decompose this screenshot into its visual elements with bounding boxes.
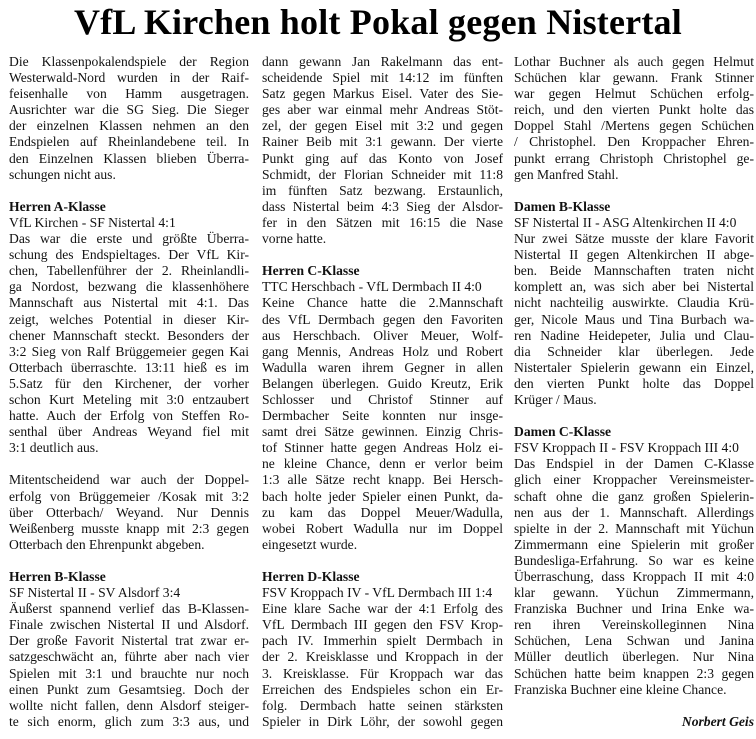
text-line: Überraschung, dass Kroppach II mit 4:0 bbox=[514, 569, 754, 584]
text-line: ren ihren Vereinskolleginnen Nina bbox=[514, 617, 754, 633]
text-line: Doppel Stahl /Mertens gegen Schüchen bbox=[514, 118, 754, 134]
text-line: ger, Nicole Maus und Tina Burbach wa- bbox=[514, 311, 754, 327]
text-line: senthal über Andreas Weyand fiel mit bbox=[9, 424, 249, 440]
text-line: Eine klare Sache war der 4:1 Erfolg des bbox=[262, 601, 503, 617]
article-column-2 bbox=[262, 54, 503, 730]
text-line: 3. Kreisklasse. Für Kroppach war das bbox=[262, 665, 503, 681]
text-line: folg. Dermbach hatte seinen stärksten bbox=[262, 697, 503, 713]
text-line: Zimmermann eine Spielerin mit großer bbox=[514, 536, 754, 552]
text-line: 3:2 Sieg von Ralf Brüggemeier gegen Kai bbox=[9, 343, 249, 359]
text-line: Spieler in Dirk Löhr, der sowohl gegen bbox=[262, 713, 503, 729]
text-line: Das Endspiel in der Damen C-Klasse bbox=[514, 456, 754, 472]
text-line: zeigt, welches Potential in dieser Kir- bbox=[9, 311, 249, 327]
text-line: schaft ohne die ganz großen Spielerin- bbox=[514, 488, 754, 504]
text-line: zel, der gegen Eisel mit 3:2 und gegen bbox=[262, 118, 503, 134]
text-line: schungen nicht aus. bbox=[9, 166, 116, 182]
text-line: klar gewann. Yüchun Zimmermann, bbox=[514, 585, 754, 601]
article-column-1 bbox=[9, 54, 249, 730]
text-line: schung des Endspieltages. Der VfL Kir- bbox=[9, 247, 249, 263]
text-line: wobei Robert Wadulla nur im Doppel bbox=[262, 520, 503, 536]
section-heading: Damen B-Klasse bbox=[514, 198, 611, 214]
text-line: VfL Kirchen - SF Nistertal 4:1 bbox=[9, 214, 176, 230]
text-line: / Christophel. Den Kroppacher Ehren- bbox=[514, 134, 754, 150]
text-line: Erreichen des Endspieles schon ein Er- bbox=[262, 681, 503, 697]
text-line: Das war die erste und größte Überra- bbox=[9, 231, 249, 247]
text-line: Franziska Buchner und Irina Enke wa- bbox=[514, 601, 754, 617]
text-line: aus Herschbach. Oliver Meuer, Wolf- bbox=[262, 327, 503, 343]
author-byline: Norbert Geis bbox=[681, 713, 754, 729]
text-line: Die Klassenpokalendspiele der Region bbox=[9, 54, 249, 69]
text-line: scheidende Spiel mit 14:12 im fünften bbox=[262, 70, 503, 86]
text-line: der einzelnen Klassen nehmen an den bbox=[9, 118, 249, 134]
text-line: feisenhalle von Hamm ausgetragen. bbox=[9, 86, 249, 102]
text-line: Lothar Buchner als auch gegen Helmut bbox=[514, 54, 754, 69]
text-line: 5.Satz für den Kirchener, der vorher bbox=[9, 375, 249, 391]
text-line: gen Manfred Stahl. bbox=[514, 166, 619, 182]
text-line: Wadulla waren ihrem Gegner in allen bbox=[262, 359, 503, 375]
section-heading: Herren A-Klasse bbox=[9, 198, 106, 214]
text-line: punkt errang Christoph Christophel ge- bbox=[514, 150, 754, 166]
text-line: Punkt ging auf das Konto von Josef bbox=[262, 150, 503, 166]
text-line: ga Nordost, bezwang die klassenhöhere bbox=[9, 279, 249, 295]
text-line: des VfL Dermbach gegen den Favoriten bbox=[262, 311, 503, 327]
section-heading: Herren C-Klasse bbox=[262, 263, 360, 279]
text-line: Endspielen auf Rheinlandebene teil. In bbox=[9, 134, 249, 150]
text-line: FSV Kroppach II - FSV Kroppach III 4:0 bbox=[514, 440, 739, 456]
text-line: im fünften Satz bezwang. Erstaunlich, bbox=[262, 182, 503, 198]
text-line: Schmidt, der Florian Schneider mit 11:8 bbox=[262, 166, 503, 182]
text-line: Finale zwischen Nistertal II und Alsdorf. bbox=[9, 617, 249, 633]
text-line: glich einer Kroppacher Vereinsmeister- bbox=[514, 472, 754, 488]
text-line: Westerwald-Nord wurden in der Raif- bbox=[9, 70, 249, 86]
section-heading: Herren B-Klasse bbox=[9, 569, 106, 584]
text-line: pach IV. Immerhin spielt Dermbach in bbox=[262, 633, 503, 649]
text-line: Schlosser und Christof Stinner auf bbox=[262, 391, 503, 407]
text-line: FSV Kroppach IV - VfL Dermbach III 1:4 bbox=[262, 585, 493, 601]
paragraph-gap bbox=[9, 553, 249, 569]
text-line: ren Nadine Heidepeter, Julia und Clau- bbox=[514, 327, 754, 343]
text-line: Keine Chance hatte die 2.Mannschaft bbox=[262, 295, 503, 311]
paragraph-gap bbox=[9, 183, 249, 199]
text-line: erfolg von Brüggemeier /Kosak mit 3:2 bbox=[9, 488, 249, 504]
text-line: über Otterbach/ Weyand. Nur Dennis bbox=[9, 504, 249, 520]
text-line: nicht nachteilig auswirkte. Claudia Krü- bbox=[514, 295, 754, 311]
text-line: Mitentscheidend war auch der Doppel- bbox=[9, 472, 249, 488]
text-line: chener Mannschaft steckt. Besonders der bbox=[9, 327, 249, 343]
paragraph-gap bbox=[514, 408, 754, 424]
text-line: Nistertaler Spielerin gewann ein Einzel, bbox=[514, 359, 754, 375]
text-line: Otterbach den Ehrenpunkt abgeben. bbox=[9, 536, 205, 552]
text-line: Otterbach überraschte. 13:11 hieß es im bbox=[9, 359, 249, 375]
paragraph-gap bbox=[262, 247, 503, 263]
text-line: reich, und den vierten Punkt holte das bbox=[514, 102, 754, 118]
text-line: Nistertal II gegen Altenkirchen II abge- bbox=[514, 247, 754, 263]
section-heading: Herren D-Klasse bbox=[262, 569, 360, 584]
text-line: Der große Favorit Nistertal trat zwar er- bbox=[9, 633, 249, 649]
text-line: TTC Herschbach - VfL Dermbach II 4:0 bbox=[262, 279, 482, 295]
text-line: Ausrichter war die SG Sieg. Die Sieger bbox=[9, 102, 249, 118]
text-line: SF Nistertal II - ASG Altenkirchen II 4:0 bbox=[514, 214, 737, 230]
text-line: te sich enorm, glich zum 3:3 aus, und bbox=[9, 713, 249, 729]
paragraph-gap bbox=[262, 553, 503, 569]
text-line: Schüchen, Lena Schwan und Janina bbox=[514, 633, 754, 649]
text-line: Schüchen hatte beim knappen 2:3 gegen bbox=[514, 665, 754, 681]
text-line: fer in den Sätzen mit 16:15 die Nase bbox=[262, 214, 503, 230]
text-line: Spielen mit 3:1 und brauchte nur noch bbox=[9, 665, 249, 681]
text-line: Belangen überlegen. Guido Kreutz, Erik bbox=[262, 375, 503, 391]
text-line: Rainer Beib mit 3:1 gewann. Der vierte bbox=[262, 134, 503, 150]
text-line: spielte in der 2. Mannschaft mit Yüchun bbox=[514, 520, 754, 536]
text-line: nen aus der 1. Mannschaft. Allerdings bbox=[514, 504, 754, 520]
text-line: schon Kurt Meteling mit 3:0 entzaubert bbox=[9, 391, 249, 407]
text-line: 1:3 alle Sätze recht knapp. Bei Hersch- bbox=[262, 472, 503, 488]
text-line: Franziska Buchner eine kleine Chance. bbox=[514, 681, 727, 697]
text-line: 3:1 deutlich aus. bbox=[9, 440, 99, 456]
paragraph-gap bbox=[9, 456, 249, 472]
text-line: den Einzelnen Klassen blieben Überra- bbox=[9, 150, 249, 166]
text-line: VfL Dermbach III gegen den FSV Krop- bbox=[262, 617, 503, 633]
section-heading: Damen C-Klasse bbox=[514, 424, 612, 440]
text-line: ne kleine Chance, denn er verlor beim bbox=[262, 456, 503, 472]
text-line: Mannschaft aus Nistertal mit 4:1. Das bbox=[9, 295, 249, 311]
paragraph-gap bbox=[514, 183, 754, 199]
text-line: gang Mennis, Andreas Holz und Robert bbox=[262, 343, 503, 359]
text-line: Müller deutlich überlegen. Nur Nina bbox=[514, 649, 754, 665]
text-line: samt drei Sätze gewinnen. Einzig Chris- bbox=[262, 424, 503, 440]
text-line: dass Nistertal beim 4:3 Sieg der Alsdor- bbox=[262, 198, 503, 214]
text-line: zu kam das Doppel Meuer/Wadulla, bbox=[262, 504, 503, 520]
text-line: Äußerst spannend verlief das B-Klassen- bbox=[9, 601, 249, 617]
text-line: Bundesliga-Erfahrung. So war es keine bbox=[514, 552, 754, 568]
text-line: hatte. Auch der Erfolg von Steffen Ro- bbox=[9, 408, 249, 424]
text-line: dann gewann Jan Rakelmann das ent- bbox=[262, 54, 503, 69]
text-line: chen, Tabellenführer der 2. Rheinlandli- bbox=[9, 263, 249, 279]
text-line: vorne hatte. bbox=[262, 231, 327, 247]
text-line: ges aber war einmal mehr Andreas Stöt- bbox=[262, 102, 503, 118]
text-line: tof Stinner hatte gegen Andreas Holz ei- bbox=[262, 440, 503, 456]
text-line: satzgeschwächt an, führte aber nach vier bbox=[9, 649, 249, 665]
text-line: wollte nicht fallen, denn Alsdorf steiger- bbox=[9, 697, 249, 713]
text-line: Nur zwei Sätze musste der klare Favorit bbox=[514, 231, 754, 247]
text-line: komplett an, was sich aber bei Nistertal bbox=[514, 279, 754, 295]
text-line: bach holte jeder Spieler einen Punkt, da- bbox=[262, 488, 503, 504]
text-line: dia Schneider klar überlegen. Jede bbox=[514, 343, 754, 359]
text-line: eingesetzt wurde. bbox=[262, 536, 358, 552]
text-line: der 2. Kreisklasse und Kroppach in der bbox=[262, 649, 503, 665]
text-line: SF Nistertal II - SV Alsdorf 3:4 bbox=[9, 585, 181, 601]
text-line: war gegen Helmut Schüchen erfolg- bbox=[514, 86, 754, 102]
text-line: Satz gegen Markus Eisel. Vater des Sie- bbox=[262, 86, 503, 102]
text-line: Krüger / Maus. bbox=[514, 391, 597, 407]
text-line: ben. Beide Mannschaften traten nicht bbox=[514, 263, 754, 279]
text-line: Weißenberg musste knapp mit 2:3 gegen bbox=[9, 520, 249, 536]
text-line: den vierten Punkt holte das Doppel bbox=[514, 375, 754, 391]
paragraph-gap bbox=[514, 698, 754, 714]
text-line: Schüchen klar gewann. Frank Stinner bbox=[514, 70, 754, 86]
article-column-3 bbox=[514, 54, 754, 730]
article-title: VfL Kirchen holt Pokal gegen Nistertal bbox=[74, 2, 682, 42]
text-line: Dermbacher Seite konnten nur insge- bbox=[262, 408, 503, 424]
text-line: einen Punkt zum Gesamtsieg. Doch der bbox=[9, 681, 249, 697]
